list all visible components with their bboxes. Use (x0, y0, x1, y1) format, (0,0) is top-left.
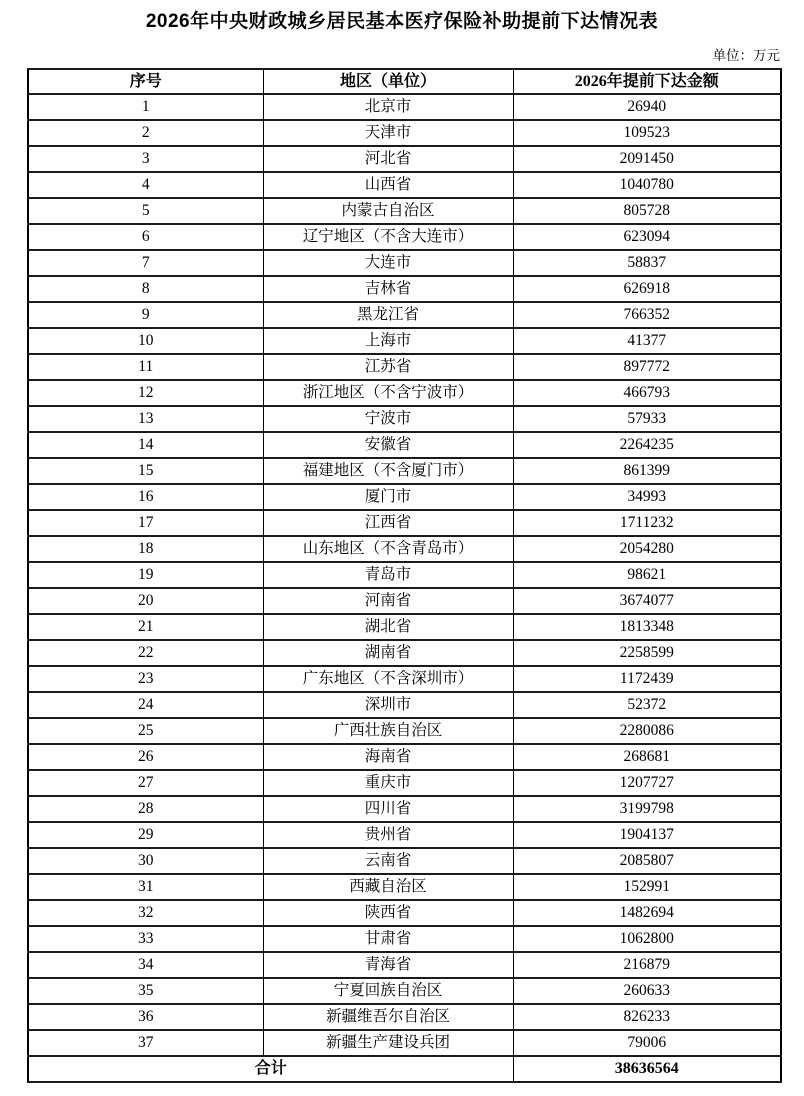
total-value-cell: 38636564 (513, 1056, 781, 1082)
amount-cell: 1062800 (513, 926, 781, 952)
amount-cell: 57933 (513, 406, 781, 432)
seq-cell: 20 (28, 588, 263, 614)
seq-cell: 32 (28, 900, 263, 926)
region-cell: 山西省 (263, 172, 513, 198)
table-row (28, 94, 781, 120)
seq-cell: 31 (28, 874, 263, 900)
table-row (28, 588, 781, 614)
seq-cell: 13 (28, 406, 263, 432)
table-row (28, 796, 781, 822)
seq-cell: 28 (28, 796, 263, 822)
seq-cell: 17 (28, 510, 263, 536)
seq-cell: 34 (28, 952, 263, 978)
seq-cell: 12 (28, 380, 263, 406)
seq-cell: 22 (28, 640, 263, 666)
table-row (28, 354, 781, 380)
table-row (28, 770, 781, 796)
region-cell: 广东地区（不含深圳市） (263, 666, 513, 692)
table-row (28, 432, 781, 458)
seq-cell: 27 (28, 770, 263, 796)
subsidy-table (27, 68, 782, 1083)
amount-cell: 2085807 (513, 848, 781, 874)
seq-cell: 26 (28, 744, 263, 770)
seq-cell: 24 (28, 692, 263, 718)
seq-cell: 37 (28, 1030, 263, 1056)
region-cell: 西藏自治区 (263, 874, 513, 900)
table-row (28, 198, 781, 224)
amount-cell: 268681 (513, 744, 781, 770)
region-cell: 新疆生产建设兵团 (263, 1030, 513, 1056)
region-cell: 厦门市 (263, 484, 513, 510)
table-row (28, 172, 781, 198)
amount-cell: 52372 (513, 692, 781, 718)
region-cell: 辽宁地区（不含大连市） (263, 224, 513, 250)
amount-cell: 466793 (513, 380, 781, 406)
amount-cell: 260633 (513, 978, 781, 1004)
seq-cell: 6 (28, 224, 263, 250)
seq-cell: 3 (28, 146, 263, 172)
table-row (28, 1030, 781, 1056)
amount-cell: 861399 (513, 458, 781, 484)
seq-cell: 33 (28, 926, 263, 952)
amount-cell: 98621 (513, 562, 781, 588)
seq-cell: 15 (28, 458, 263, 484)
header-cell-seq: 序号 (28, 69, 263, 94)
amount-cell: 152991 (513, 874, 781, 900)
region-cell: 河南省 (263, 588, 513, 614)
header-row (28, 69, 781, 94)
amount-cell: 2264235 (513, 432, 781, 458)
amount-cell: 805728 (513, 198, 781, 224)
seq-cell: 29 (28, 822, 263, 848)
region-cell: 江西省 (263, 510, 513, 536)
region-cell: 河北省 (263, 146, 513, 172)
table-row (28, 224, 781, 250)
region-cell: 安徽省 (263, 432, 513, 458)
table-row (28, 276, 781, 302)
amount-cell: 1040780 (513, 172, 781, 198)
amount-cell: 626918 (513, 276, 781, 302)
table-row (28, 458, 781, 484)
seq-cell: 11 (28, 354, 263, 380)
amount-cell: 2091450 (513, 146, 781, 172)
table-row (28, 692, 781, 718)
region-cell: 云南省 (263, 848, 513, 874)
region-cell: 浙江地区（不含宁波市） (263, 380, 513, 406)
amount-cell: 826233 (513, 1004, 781, 1030)
region-cell: 江苏省 (263, 354, 513, 380)
region-cell: 贵州省 (263, 822, 513, 848)
table-row (28, 874, 781, 900)
amount-cell: 1172439 (513, 666, 781, 692)
amount-cell: 2258599 (513, 640, 781, 666)
seq-cell: 9 (28, 302, 263, 328)
seq-cell: 23 (28, 666, 263, 692)
amount-cell: 3674077 (513, 588, 781, 614)
seq-cell: 14 (28, 432, 263, 458)
seq-cell: 18 (28, 536, 263, 562)
region-cell: 甘肃省 (263, 926, 513, 952)
table-row (28, 822, 781, 848)
region-cell: 海南省 (263, 744, 513, 770)
total-label-cell: 合计 (28, 1056, 513, 1082)
region-cell: 青岛市 (263, 562, 513, 588)
table-row (28, 510, 781, 536)
amount-cell: 623094 (513, 224, 781, 250)
amount-cell: 897772 (513, 354, 781, 380)
unit-note: 单位：万元 (712, 48, 780, 63)
table-row (28, 1004, 781, 1030)
region-cell: 福建地区（不含厦门市） (263, 458, 513, 484)
amount-cell: 1711232 (513, 510, 781, 536)
region-cell: 深圳市 (263, 692, 513, 718)
table-row (28, 926, 781, 952)
table-row (28, 744, 781, 770)
table-row (28, 718, 781, 744)
region-cell: 陕西省 (263, 900, 513, 926)
table-row (28, 484, 781, 510)
table-row (28, 848, 781, 874)
table-row (28, 900, 781, 926)
header-cell-amount: 2026年提前下达金额 (513, 69, 781, 94)
table-row (28, 536, 781, 562)
region-cell: 大连市 (263, 250, 513, 276)
table-row (28, 952, 781, 978)
region-cell: 黑龙江省 (263, 302, 513, 328)
region-cell: 青海省 (263, 952, 513, 978)
region-cell: 重庆市 (263, 770, 513, 796)
region-cell: 吉林省 (263, 276, 513, 302)
region-cell: 宁夏回族自治区 (263, 978, 513, 1004)
table-row (28, 302, 781, 328)
region-cell: 新疆维吾尔自治区 (263, 1004, 513, 1030)
seq-cell: 5 (28, 198, 263, 224)
amount-cell: 2280086 (513, 718, 781, 744)
amount-cell: 109523 (513, 120, 781, 146)
table-row (28, 380, 781, 406)
region-cell: 上海市 (263, 328, 513, 354)
seq-cell: 30 (28, 848, 263, 874)
amount-cell: 41377 (513, 328, 781, 354)
region-cell: 天津市 (263, 120, 513, 146)
table-body (28, 94, 781, 1056)
region-cell: 四川省 (263, 796, 513, 822)
region-cell: 湖南省 (263, 640, 513, 666)
amount-cell: 1482694 (513, 900, 781, 926)
amount-cell: 766352 (513, 302, 781, 328)
seq-cell: 19 (28, 562, 263, 588)
seq-cell: 36 (28, 1004, 263, 1030)
region-cell: 内蒙古自治区 (263, 198, 513, 224)
seq-cell: 1 (28, 94, 263, 120)
table-row (28, 146, 781, 172)
seq-cell: 10 (28, 328, 263, 354)
amount-cell: 79006 (513, 1030, 781, 1056)
seq-cell: 16 (28, 484, 263, 510)
region-cell: 山东地区（不含青岛市） (263, 536, 513, 562)
amount-cell: 1813348 (513, 614, 781, 640)
table-row (28, 614, 781, 640)
seq-cell: 4 (28, 172, 263, 198)
seq-cell: 2 (28, 120, 263, 146)
seq-cell: 8 (28, 276, 263, 302)
amount-cell: 3199798 (513, 796, 781, 822)
table-row (28, 328, 781, 354)
region-cell: 湖北省 (263, 614, 513, 640)
region-cell: 宁波市 (263, 406, 513, 432)
page-title: 2026年中央财政城乡居民基本医疗保险补助提前下达情况表 (145, 11, 659, 32)
table-row (28, 120, 781, 146)
amount-cell: 26940 (513, 94, 781, 120)
seq-cell: 21 (28, 614, 263, 640)
amount-cell: 216879 (513, 952, 781, 978)
header-cell-region: 地区（单位） (263, 69, 513, 94)
table-row (28, 250, 781, 276)
seq-cell: 35 (28, 978, 263, 1004)
table-row (28, 562, 781, 588)
seq-cell: 25 (28, 718, 263, 744)
table-row (28, 406, 781, 432)
region-cell: 广西壮族自治区 (263, 718, 513, 744)
seq-cell: 7 (28, 250, 263, 276)
amount-cell: 1207727 (513, 770, 781, 796)
amount-cell: 58837 (513, 250, 781, 276)
table-row (28, 640, 781, 666)
amount-cell: 1904137 (513, 822, 781, 848)
amount-cell: 2054280 (513, 536, 781, 562)
amount-cell: 34993 (513, 484, 781, 510)
region-cell: 北京市 (263, 94, 513, 120)
total-row (28, 1056, 781, 1082)
table-row (28, 978, 781, 1004)
table-row (28, 666, 781, 692)
